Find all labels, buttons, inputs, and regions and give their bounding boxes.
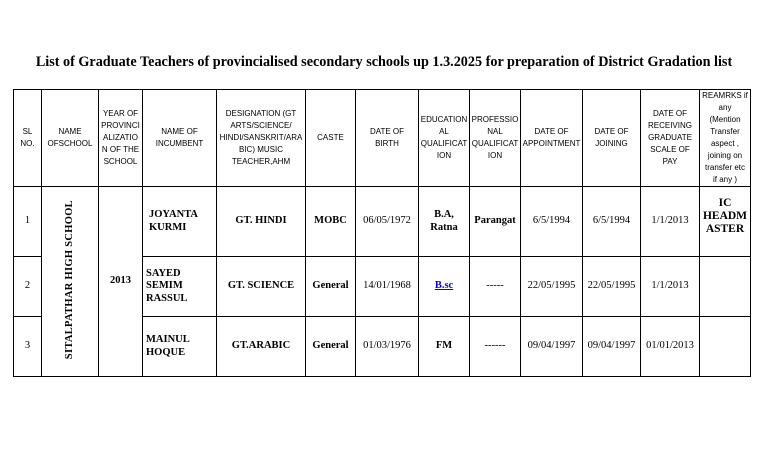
sl-cell: 2 — [14, 257, 42, 317]
edu-cell: FM — [419, 317, 470, 377]
header-sl-no: SL NO. — [14, 90, 42, 187]
sl-cell: 3 — [14, 317, 42, 377]
graduate-scale-cell: 1/1/2013 — [641, 187, 700, 257]
appointment-cell: 09/04/1997 — [521, 317, 583, 377]
dob-cell: 01/03/1976 — [356, 317, 419, 377]
appointment-cell: 6/5/1994 — [521, 187, 583, 257]
graduate-scale-cell: 01/01/2013 — [641, 317, 700, 377]
incumbent-cell: MAINUL HOQUE — [143, 317, 217, 377]
header-prof: PROFESSIO NAL QUALIFICAT ION — [470, 90, 521, 187]
appointment-cell: 22/05/1995 — [521, 257, 583, 317]
caste-cell: General — [306, 317, 356, 377]
header-incumbent: NAME OF INCUMBENT — [143, 90, 217, 187]
designation-cell: GT.ARABIC — [217, 317, 306, 377]
year-cell: 2013 — [99, 187, 143, 377]
dob-cell: 06/05/1972 — [356, 187, 419, 257]
joining-cell: 22/05/1995 — [583, 257, 641, 317]
incumbent-cell: JOYANTA KURMI — [143, 187, 217, 257]
header-dob: DATE OF BIRTH — [356, 90, 419, 187]
header-edu: EDUCATION AL QUALIFICAT ION — [419, 90, 470, 187]
header-school: NAME OFSCHOOL — [42, 90, 99, 187]
school-name: SITALPATHAR HIGH SCHOOL — [63, 199, 75, 359]
gradation-table — [13, 89, 751, 377]
dob-cell: 14/01/1968 — [356, 257, 419, 317]
designation-cell: GT. HINDI — [217, 187, 306, 257]
edu-link[interactable]: B.sc — [434, 280, 454, 292]
header-caste: CASTE — [306, 90, 356, 187]
document-title: List of Graduate Teachers of provincialised secondary schools up 1.3.2025 for preparation of District Gradation list — [35, 54, 733, 70]
caste-cell: MOBC — [306, 187, 356, 257]
joining-cell: 6/5/1994 — [583, 187, 641, 257]
joining-cell: 09/04/1997 — [583, 317, 641, 377]
school-name-cell — [42, 187, 99, 377]
header-graduate-scale: DATE OF RECEIVING GRADUATE SCALE OF PAY — [641, 90, 700, 187]
remarks-cell — [700, 257, 751, 317]
caste-cell: General — [306, 257, 356, 317]
table-row — [14, 187, 751, 257]
header-appointment: DATE OF APPOINTMENT — [521, 90, 583, 187]
designation-cell: GT. SCIENCE — [217, 257, 306, 317]
header-designation: DESIGNATION (GT ARTS/SCIENCE/ HINDI/SANSKRIT/ARA BIC) MUSIC TEACHER,AHM — [217, 90, 306, 187]
prof-cell: Parangat — [470, 187, 521, 257]
edu-cell: B.A, Ratna — [419, 187, 470, 257]
header-remarks: REAMRKS if any (Mention Transfer aspect , joining on transfer etc if any ) — [700, 90, 751, 187]
header-row — [14, 90, 751, 187]
sl-cell: 1 — [14, 187, 42, 257]
remarks-cell — [700, 317, 751, 377]
graduate-scale-cell: 1/1/2013 — [641, 257, 700, 317]
prof-cell: ------ — [470, 317, 521, 377]
header-joining: DATE OF JOINING — [583, 90, 641, 187]
edu-cell[interactable] — [419, 257, 470, 317]
header-year: YEAR OF PROVINCI ALIZATIO N OF THE SCHOOL — [99, 90, 143, 187]
remarks-cell: IC HEADM ASTER — [700, 187, 751, 257]
incumbent-cell: SAYED SEMIM RASSUL — [143, 257, 217, 317]
prof-cell: ----- — [470, 257, 521, 317]
